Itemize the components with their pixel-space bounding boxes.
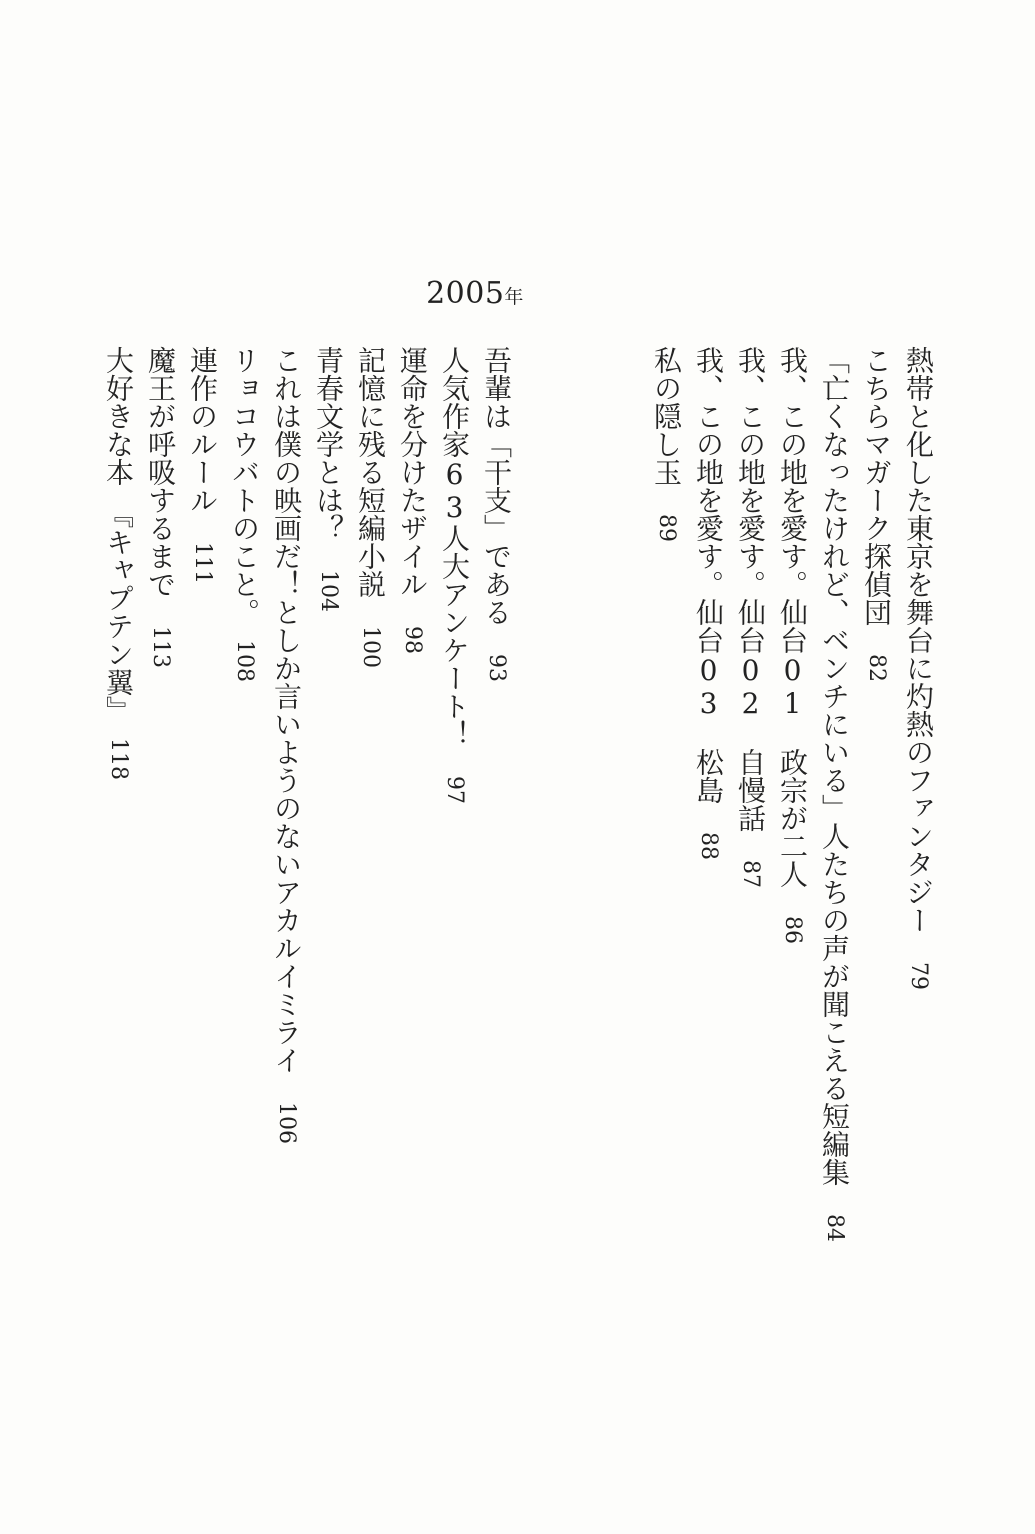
toc-entry-title: 青春文学とは？ (312, 346, 345, 542)
toc-entry-title: 我、この地を愛す。仙台01 政宗が二人 (776, 346, 809, 888)
toc-entry[interactable] (226, 346, 262, 1496)
toc-entry-title: 我、この地を愛す。仙台02 自慢話 (734, 346, 767, 832)
toc-entry-title: 魔王が呼吸するまで (144, 346, 177, 598)
toc-entry-page: 88 (696, 832, 721, 860)
toc-entry[interactable] (268, 346, 304, 1496)
toc-entry[interactable] (310, 346, 346, 1496)
toc-entry-title: リョコウバトのこと。 (228, 346, 261, 612)
toc-entry-title: 連作のルール (186, 346, 219, 514)
toc-entry-page: 84 (822, 1214, 847, 1242)
toc-entry-page: 108 (232, 640, 257, 682)
toc-entry-title: これは僕の映画だ！としか言いようのないアカルイミライ (270, 346, 303, 1074)
toc-entry-page: 93 (484, 654, 509, 682)
toc-entry-page: 106 (274, 1102, 299, 1144)
toc-entry[interactable] (184, 346, 220, 1496)
toc-entry-page: 89 (654, 514, 679, 542)
toc-entry-title: 「亡くなったけれど、ベンチにいる」人たちの声が聞こえる短編集 (818, 346, 851, 1186)
toc-entry-title: 大好きな本 『キャプテン翼』 (102, 346, 135, 710)
section-year: 2005 (426, 276, 505, 311)
toc-entry-page: 118 (106, 738, 131, 780)
toc-entry-title: 運命を分けたザイル (396, 346, 429, 598)
toc-entry-page: 87 (738, 860, 763, 888)
toc-entry[interactable] (142, 346, 178, 1496)
toc-entry[interactable] (732, 346, 768, 1496)
toc-entry-page: 104 (316, 570, 341, 612)
toc-entry-title: 記憶に残る短編小説 (354, 346, 387, 598)
toc-entry-page: 86 (780, 916, 805, 944)
toc-entry[interactable] (816, 346, 852, 1496)
toc-entry[interactable] (774, 346, 810, 1496)
toc-entry-title: 我、この地を愛す。仙台03 松島 (692, 346, 725, 804)
section-year-heading (400, 276, 550, 311)
toc-entry[interactable] (394, 346, 430, 1496)
toc-entry[interactable] (648, 346, 684, 1496)
toc-entry-page: 100 (358, 626, 383, 668)
toc-entry-title: 熱帯と化した東京を舞台に灼熱のファンタジー (902, 346, 935, 934)
toc-entry[interactable] (352, 346, 388, 1496)
toc-entry-title: こちらマガーク探偵団 (860, 346, 893, 626)
toc-entry-page: 82 (864, 654, 889, 682)
toc-entry[interactable] (436, 346, 472, 1496)
toc-entry-page: 97 (442, 776, 467, 804)
toc-entry-page: 79 (906, 962, 931, 990)
toc-entry[interactable] (478, 346, 514, 1496)
toc-entry[interactable] (100, 346, 136, 1496)
toc-entry-title: 吾輩は「干支」である (480, 346, 513, 626)
toc-entry[interactable] (900, 346, 936, 1496)
toc-entry-page: 113 (148, 626, 173, 668)
toc-entry-title: 人気作家63人大アンケート！ (438, 346, 471, 748)
toc-entry-page: 111 (190, 542, 215, 584)
toc-entry-page: 98 (400, 626, 425, 654)
toc-entry-title: 私の隠し玉 (650, 346, 683, 486)
toc-entry[interactable] (690, 346, 726, 1496)
section-year-unit: 年 (504, 286, 524, 308)
toc-entry[interactable] (858, 346, 894, 1496)
